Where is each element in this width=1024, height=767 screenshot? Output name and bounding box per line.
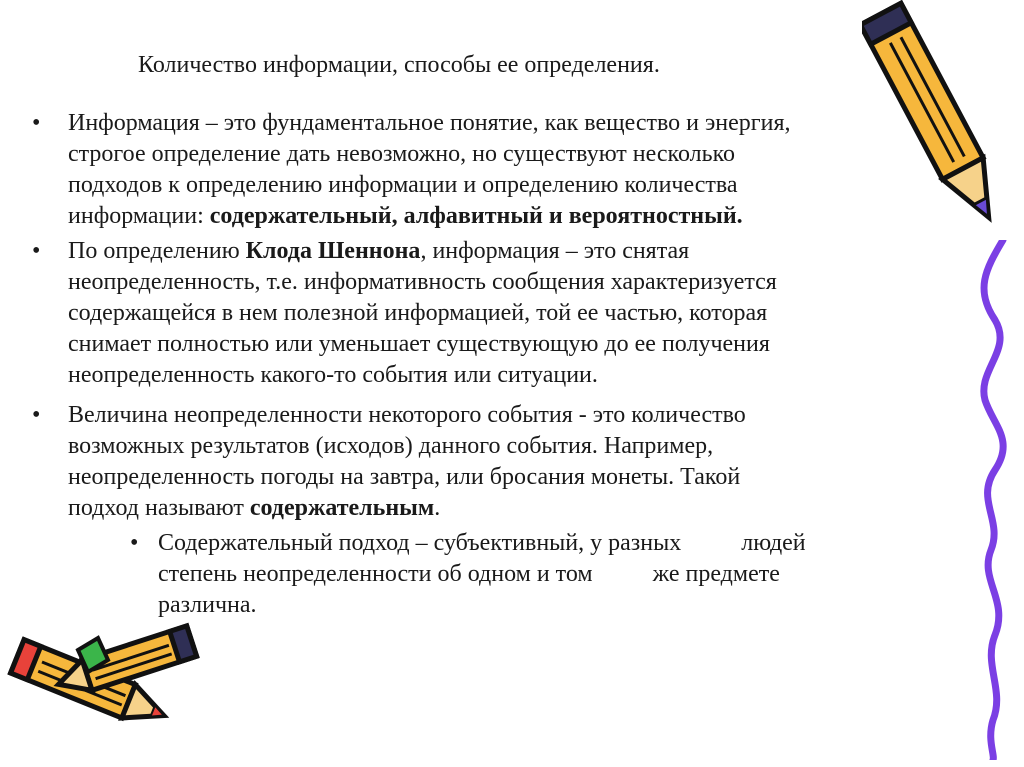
bullet-1 xyxy=(68,108,791,232)
sub-bullet-line-1: Содержательный подход – субъективный, у разных людей xyxy=(158,530,806,556)
bullet-1-line-4 xyxy=(68,201,791,232)
bullet-2-line-3: содержащейся в нем полезной информацией, той ее частью, которая xyxy=(68,300,768,326)
bullet-3-line-4-suffix: . xyxy=(434,495,441,521)
bullet-2-line-4: снимает полностью или уменьшает существующую до ее получения xyxy=(68,331,770,357)
bullet-3-line-3: неопределенность погоды на завтра, или бросания монеты. Такой xyxy=(68,464,741,490)
bullet-3-content-approach: содержательным xyxy=(249,495,435,521)
bullet-marker: • xyxy=(32,402,41,428)
sub-bullet xyxy=(158,528,806,621)
slide-title: Количество информации, способы ее определения. xyxy=(138,52,660,78)
bullet-1-approaches: содержательный, алфавитный и вероятностный. xyxy=(209,203,743,229)
bullet-marker: • xyxy=(32,110,41,136)
bullet-3 xyxy=(68,400,746,524)
bullet-1-line-2: строгое определение дать невозможно, но существуют несколько xyxy=(68,141,736,167)
sub-bullet-line-2: степень неопределенности об одном и том же предмете xyxy=(158,561,780,587)
bullet-1-line-3: подходов к определению информации и определению количества xyxy=(68,172,738,198)
bullet-2-suffix: , информация – это снятая xyxy=(420,238,690,264)
sub-bullet-marker: • xyxy=(130,530,139,556)
bullet-2-line-5: неопределенность какого-то события или ситуации. xyxy=(68,362,598,388)
bullet-3-line-1: Величина неопределенности некоторого события - это количество xyxy=(68,402,746,428)
bullet-3-line-2: возможных результатов (исходов) данного события. Например, xyxy=(68,433,714,459)
bullet-2-line-2: неопределенность, т.е. информативность сообщения характеризуется xyxy=(68,269,777,295)
bullet-3-line-4 xyxy=(68,493,746,524)
bullet-2 xyxy=(68,236,777,391)
pencil-icon xyxy=(862,0,1012,245)
bullet-2-line-1 xyxy=(68,236,777,267)
sub-bullet-line-3: различна. xyxy=(158,592,257,618)
bullet-1-line-4-prefix: информации: xyxy=(68,203,210,229)
bullet-2-shannon: Клода Шеннона xyxy=(245,238,421,264)
bullet-marker: • xyxy=(32,238,41,264)
bullet-2-prefix: По определению xyxy=(68,238,246,264)
bullet-1-line-1: Информация – это фундаментальное понятие, как вещество и энергия, xyxy=(68,110,791,136)
squiggle-line-decoration xyxy=(965,240,1024,760)
bullet-3-line-4-prefix: подход называют xyxy=(68,495,250,521)
pencil-icon xyxy=(0,620,210,750)
